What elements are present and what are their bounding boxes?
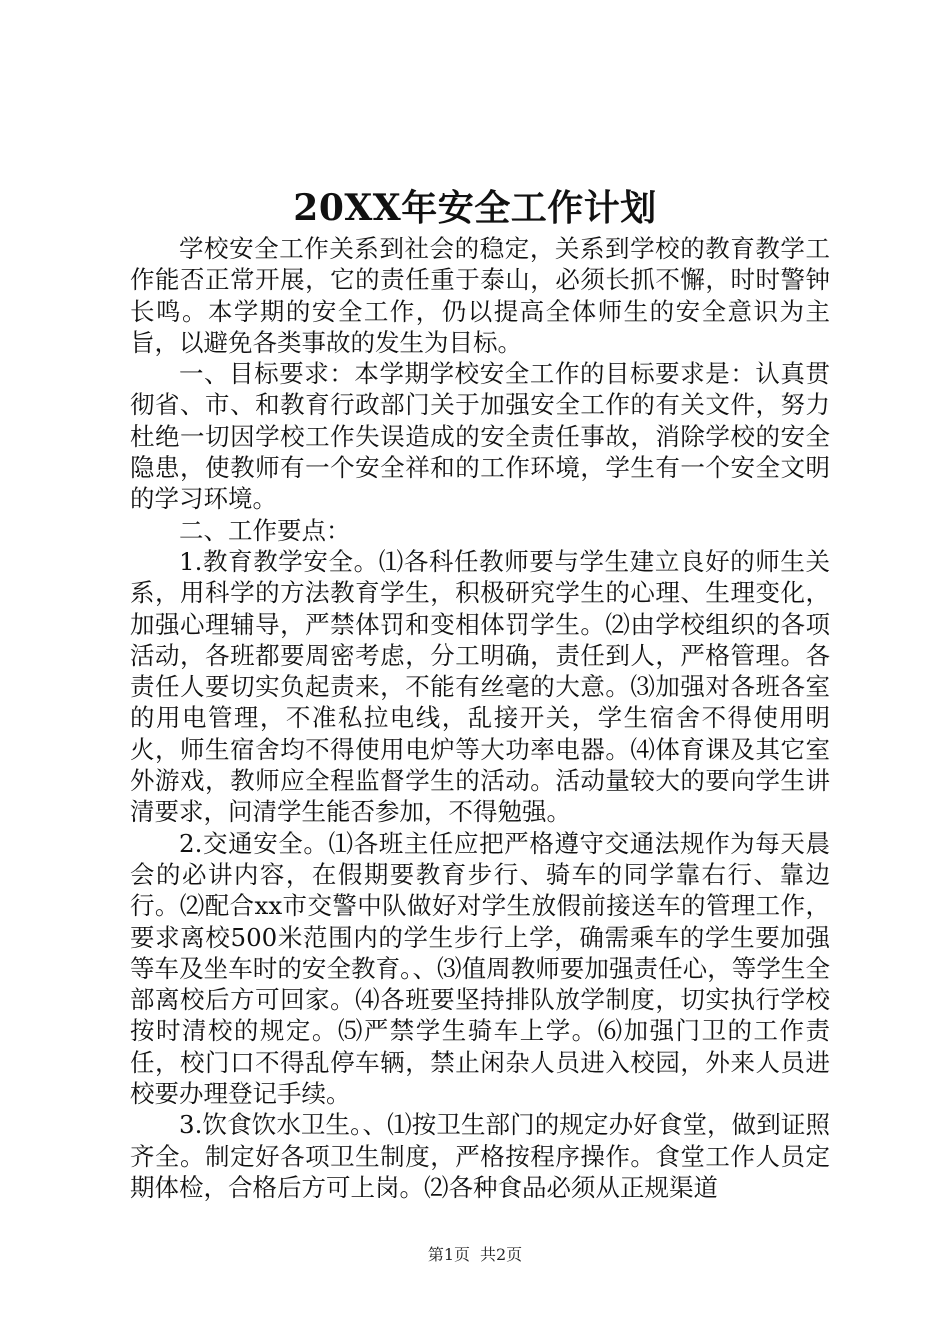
- document-body: [130, 233, 830, 1203]
- page-footer: [0, 1244, 950, 1266]
- page-total: 共2页: [480, 1245, 523, 1264]
- traffic-safety-paragraph: 2.交通安全。⑴各班主任应把严格遵守交通法规作为每天晨会的必讲内容，在假期要教育步行、骑车的同学靠右行、靠边行。⑵配合xx市交警中队做好对学生放假前接送车的管理工作，要求离校500米范围内的学生步行上学，确需乘车的学生要加强等车及坐车时的安全教育。、⑶值周教师要加强责任心，等学生全部离校后方可回家。⑷各班要坚持排队放学制度，切实执行学校按时清校的规定。⑸严禁学生骑车上学。⑹加强门卫的工作责任，校门口不得乱停车辆，禁止闲杂人员进入校园，外来人员进校要办理登记手续。: [130, 828, 830, 1109]
- teaching-safety-paragraph: 1.教育教学安全。⑴各科任教师要与学生建立良好的师生关系，用科学的方法教育学生，积极研究学生的心理、生理变化，加强心理辅导，严禁体罚和变相体罚学生。⑵由学校组织的各项活动，各班都要周密考虑，分工明确，责任到人，严格管理。各责任人要切实负起责来，不能有丝毫的大意。⑶加强对各班各室的用电管理，不准私拉电线，乱接开关，学生宿舍不得使用明火，师生宿舍均不得使用电炉等大功率电器。⑷体育课及其它室外游戏，教师应全程监督学生的活动。活动量较大的要向学生讲清要求，问清学生能否参加，不得勉强。: [130, 546, 830, 827]
- document-title: 20XX年安全工作计划: [293, 187, 657, 229]
- food-water-hygiene-paragraph: 3.饮食饮水卫生。、⑴按卫生部门的规定办好食堂，做到证照齐全。制定好各项卫生制度，严格按程序操作。食堂工作人员定期体检，合格后方可上岗。⑵各种食品必须从正规渠道: [130, 1110, 830, 1202]
- intro-paragraph: 学校安全工作关系到社会的稳定，关系到学校的教育教学工作能否正常开展，它的责任重于泰山，必须长抓不懈，时时警钟长鸣。本学期的安全工作，仍以提高全体师生的安全意识为主旨，以避免各类事故的发生为目标。: [130, 234, 830, 357]
- page-number: 第1页: [427, 1245, 470, 1264]
- goals-paragraph: 一、目标要求：本学期学校安全工作的目标要求是：认真贯彻省、市、和教育行政部门关于加强安全工作的有关文件，努力杜绝一切因学校工作失误造成的安全责任事故，消除学校的安全隐患，使教师有一个安全祥和的工作环境，学生有一个安全文明的学习环境。: [130, 359, 830, 514]
- work-points-heading: 二、工作要点：: [179, 515, 351, 545]
